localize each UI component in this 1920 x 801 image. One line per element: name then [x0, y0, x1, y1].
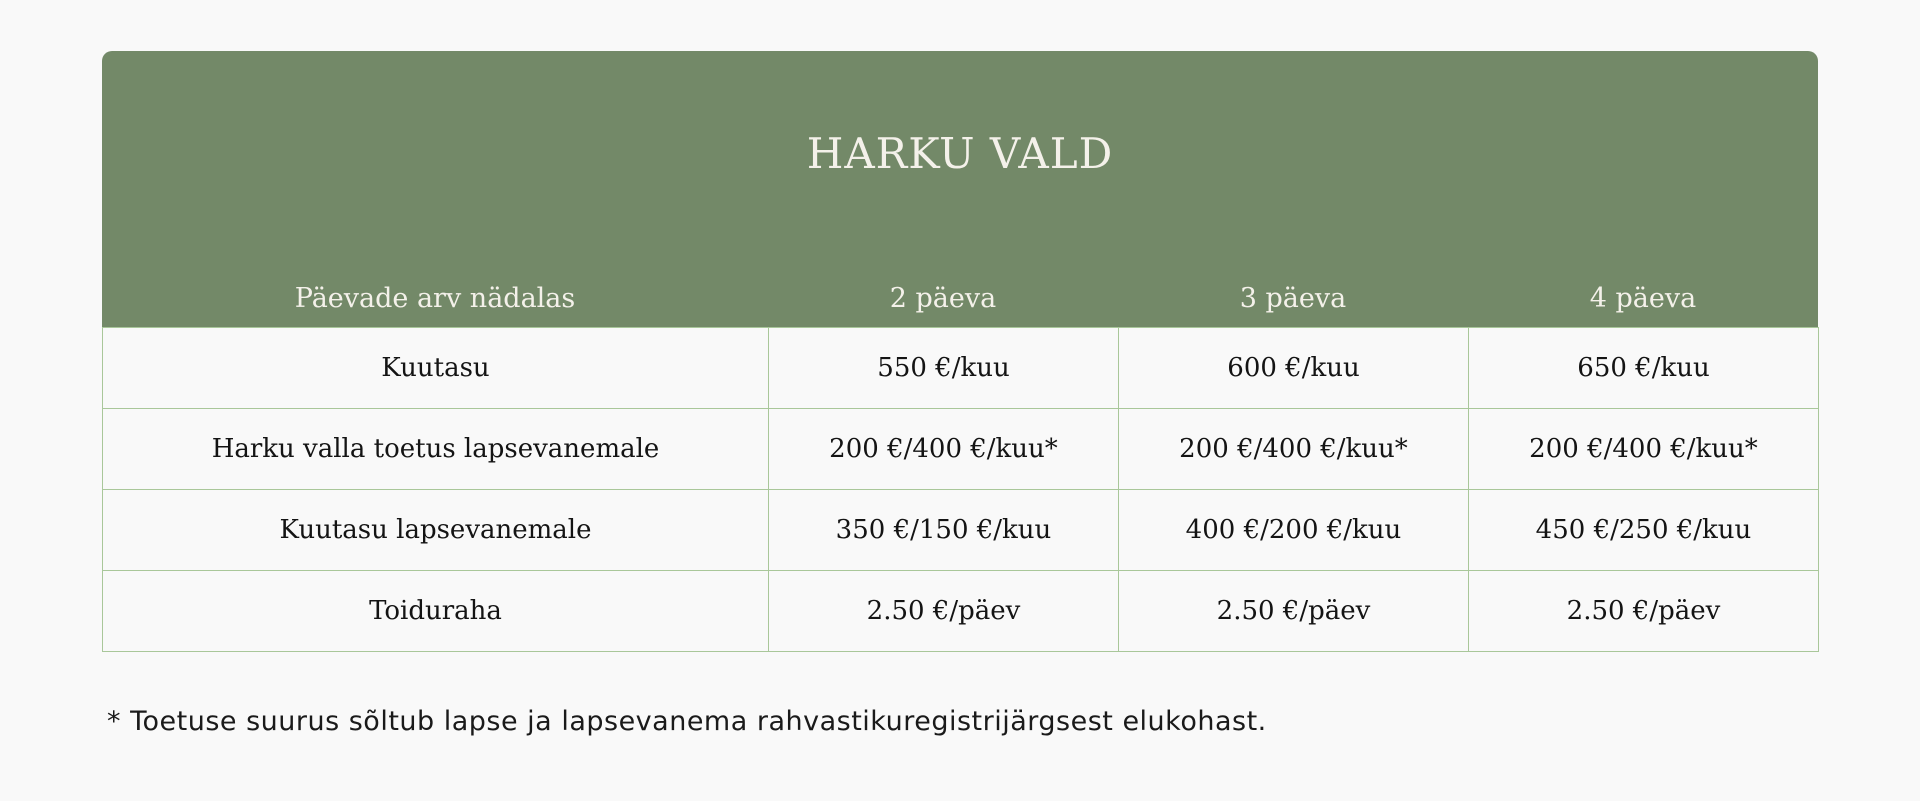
table-cell: 2.50 €/päev: [1119, 571, 1469, 652]
table-row: [103, 409, 1819, 490]
row-label: Kuutasu lapsevanemale: [103, 490, 769, 571]
table-cell: 2.50 €/päev: [1469, 571, 1819, 652]
table-cell: 400 €/200 €/kuu: [1119, 490, 1469, 571]
column-header-days-per-week: Päevade arv nädalas: [294, 283, 576, 314]
column-header-row: [102, 279, 1818, 319]
row-label: Toiduraha: [103, 571, 769, 652]
row-label: Kuutasu: [103, 328, 769, 409]
price-table: [102, 327, 1819, 652]
table-cell: 600 €/kuu: [1119, 328, 1469, 409]
column-header-2-days: 2 päeva: [889, 283, 997, 314]
table-row: [103, 571, 1819, 652]
table-cell: 2.50 €/päev: [769, 571, 1119, 652]
table-cell: 550 €/kuu: [769, 328, 1119, 409]
row-label: Harku valla toetus lapsevanemale: [103, 409, 769, 490]
table-title: HARKU VALD: [806, 129, 1114, 178]
price-table-card: [102, 51, 1818, 652]
table-cell: 350 €/150 €/kuu: [769, 490, 1119, 571]
table-row: [103, 490, 1819, 571]
column-header-3-days: 3 päeva: [1239, 283, 1347, 314]
table-cell: 200 €/400 €/kuu*: [769, 409, 1119, 490]
table-row: [103, 328, 1819, 409]
table-header: [102, 51, 1818, 327]
table-cell: 450 €/250 €/kuu: [1469, 490, 1819, 571]
footnote: * Toetuse suurus sõltub lapse ja lapsevanema rahvastikuregistrijärgsest elukohast.: [107, 706, 1267, 737]
column-header-4-days: 4 päeva: [1589, 283, 1697, 314]
table-cell: 650 €/kuu: [1469, 328, 1819, 409]
table-cell: 200 €/400 €/kuu*: [1119, 409, 1469, 490]
table-cell: 200 €/400 €/kuu*: [1469, 409, 1819, 490]
